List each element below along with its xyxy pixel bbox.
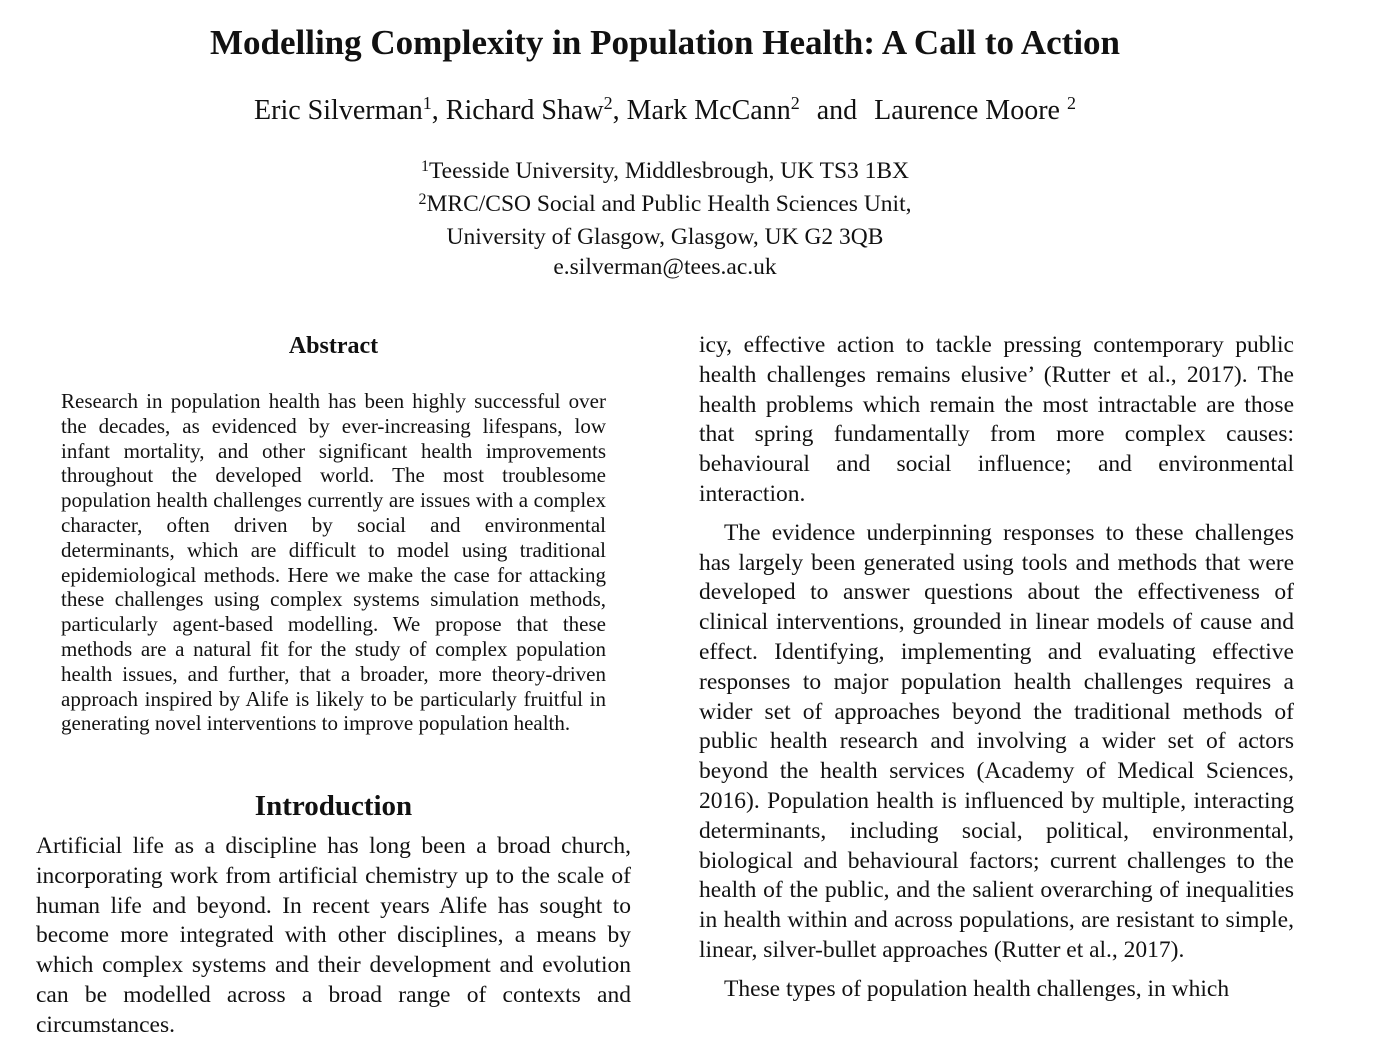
author-separator: , bbox=[612, 95, 620, 126]
author-name: Laurence Moore bbox=[874, 95, 1067, 126]
body-paragraph: The evidence underpinning responses to these challenges has largely been generated using tools and methods that were developed to answer questions about the effectiveness of clinical interventions, grounded in linear models of cause and effect. Identifying, implementing and evaluating effective responses to major population health challenges requires a wider set of approaches beyond the traditional methods of public health research and involving a wider set of actors beyond the health services (Academy of Medical Sciences, 2016). Population health is influenced by multiple, interacting determinants, including social, political, environmental, biological and behavioural factors; current challenges to the health of the public, and the salient overarching of inequalities in health within and across populations, are resistant to simple, linear, silver-bullet approaches (Rutter et al., 2017). bbox=[699, 519, 1294, 963]
author-name: Mark McCann bbox=[626, 95, 791, 126]
body-paragraph: These types of population health challenges, in which bbox=[724, 975, 1230, 1002]
affiliations-block bbox=[0, 156, 1330, 282]
author-conjunction: and bbox=[816, 95, 858, 126]
author-affiliation-mark: 2 bbox=[1066, 93, 1076, 113]
affiliation-text: Teesside University, Middlesbrough, UK TS3 1BX bbox=[428, 158, 910, 184]
contact-email bbox=[0, 252, 1330, 282]
affiliation-mark: 2 bbox=[418, 191, 427, 208]
author-separator: , bbox=[431, 95, 439, 126]
author-affiliation-mark: 2 bbox=[603, 93, 613, 113]
section-heading-introduction: Introduction bbox=[254, 790, 413, 822]
author-name: Richard Shaw bbox=[445, 95, 604, 126]
affiliation-text: MRC/CSO Social and Public Health Sciences Unit, bbox=[426, 191, 912, 217]
author-affiliation-mark: 2 bbox=[790, 93, 800, 113]
author-name: Eric Silverman bbox=[254, 95, 423, 126]
affiliation-line bbox=[0, 156, 1330, 189]
author-affiliation-mark: 1 bbox=[422, 93, 432, 113]
affiliation-text: University of Glasgow, Glasgow, UK G2 3QB bbox=[446, 224, 884, 250]
email-text: e.silverman@tees.ac.uk bbox=[553, 254, 777, 280]
paper-title: Modelling Complexity in Population Health: A Call to Action bbox=[209, 23, 1121, 62]
introduction-paragraph: Artificial life as a discipline has long been a broad church, incorporating work from artificial chemistry up to the scale of human life and beyond. In recent years Alife has sought to become more integrated with other disciplines, a means by which complex systems and their development and evolution can be modelled across a broad range of contexts and circumstances. bbox=[36, 833, 631, 1038]
author-list bbox=[0, 92, 1330, 132]
abstract-heading: Abstract bbox=[288, 333, 379, 359]
abstract-text: Research in population health has been highly successful over the decades, as evidenced by ever-increasing lifespans, low infant mortality, and other significant health improvements throughout the developed world. The most troublesome population health challenges currently are issues with a complex character, often driven by social and environmental determinants, which are difficult to model using traditional epidemiological methods. Here we make the case for attacking these challenges using complex systems simulation methods, particularly agent-based modelling. We propose that these methods are a natural fit for the study of complex population health issues, and further, that a broader, more theory-driven approach inspired by Alife is likely to be particularly fruitful in generating novel interventions to improve population health. bbox=[61, 389, 606, 736]
affiliation-mark: 1 bbox=[420, 158, 429, 175]
body-paragraph: icy, effective action to tackle pressing contemporary public health challenges remains elusive’ (Rutter et al., 2017). The health problems which remain the most intractable are those that spring fundamentally from more complex causes: behavioural and social influence; and environmental interaction. bbox=[699, 332, 1294, 507]
affiliation-line bbox=[0, 189, 1330, 222]
affiliation-line bbox=[0, 222, 1330, 252]
right-column bbox=[699, 331, 1294, 1014]
